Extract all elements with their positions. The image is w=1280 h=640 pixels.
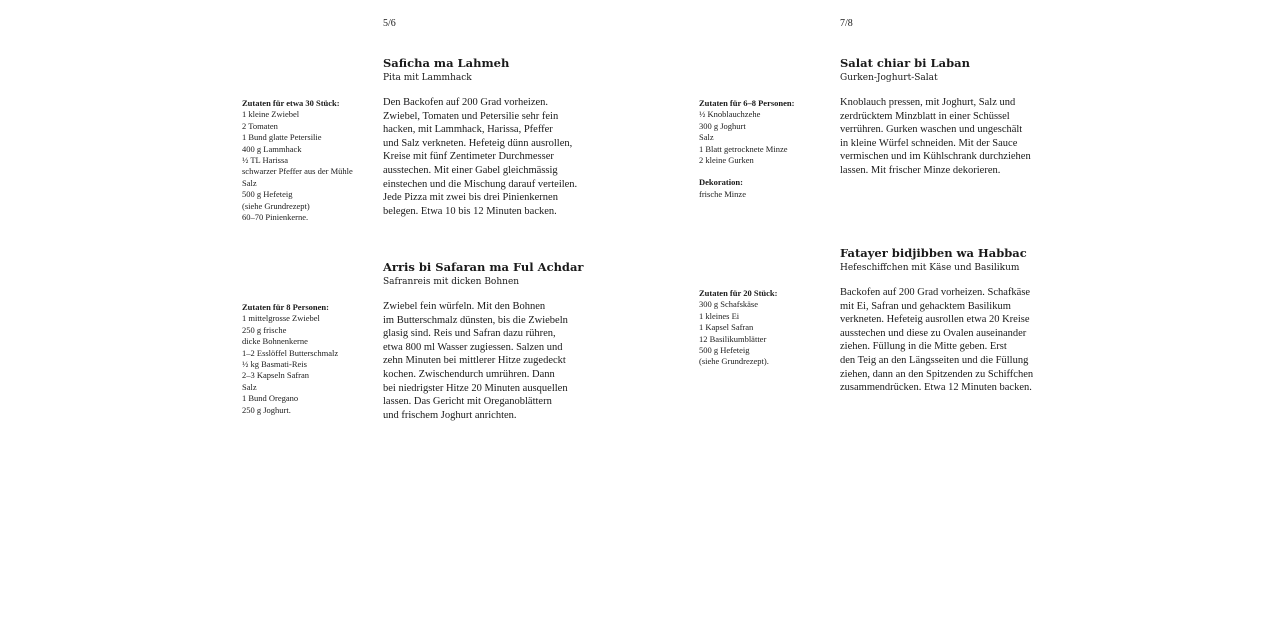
- recipe-header-arris: [383, 260, 643, 288]
- recipe-title: Fatayer bidjibben wa Habbac: [840, 246, 1027, 260]
- recipe-title: Salat chiar bi Laban: [840, 56, 970, 70]
- recipe-instructions-saficha: [383, 96, 643, 218]
- page-number-left: 5/6: [383, 18, 396, 29]
- recipe-body: Zwiebel fein würfeln. Mit den Bohnen im Butterschmalz dünsten, bis die Zwiebeln glasig sind. Reis und Safran dazu rühren, etwa 800 ml Wasser zugiessen. Salzen und zehn Minuten bei mittlerer Hitze zugedeckt kochen. Zwischendurch umrühren. Dann bei niedrigster Hitze 20 Minuten ausquellen lassen. Das Gericht mit Oreganoblättern und frischem Joghurt anrichten.: [383, 301, 568, 421]
- decoration-item: frische Minze: [699, 188, 746, 199]
- recipe-header-saficha: [383, 56, 643, 84]
- ingredients-heading: Zutaten für etwa 30 Stück:: [242, 98, 340, 108]
- recipe-instructions-salat: [840, 96, 1100, 178]
- ingredient-item: 1 kleine Zwiebel: [242, 109, 300, 120]
- recipe-instructions-arris: [383, 300, 643, 422]
- ingredient-item: 500 g Hefeteig: [699, 345, 750, 356]
- ingredients-heading: Zutaten für 20 Stück:: [699, 288, 778, 298]
- ingredient-item: 1 mittelgrosse Zwiebel: [242, 313, 320, 324]
- ingredient-item: 1 Bund glatte Petersilie: [242, 132, 322, 143]
- ingredient-item: (siehe Grundrezept): [242, 200, 310, 211]
- ingredient-item: 12 Basilikumblätter: [699, 333, 767, 344]
- ingredient-item: (siehe Grundrezept).: [699, 356, 769, 367]
- ingredients-arris: [242, 302, 377, 416]
- ingredient-item: Salz: [699, 132, 714, 143]
- recipe-subtitle: Pita mit Lammhack: [383, 73, 472, 83]
- ingredient-item: 300 g Joghurt: [699, 120, 746, 131]
- ingredients-heading: Zutaten für 6–8 Personen:: [699, 98, 795, 108]
- ingredient-item: 300 g Schafskäse: [699, 299, 759, 310]
- ingredient-item: 60–70 Pinienkerne.: [242, 212, 309, 223]
- ingredient-item: 1–2 Esslöffel Butterschmalz: [242, 347, 339, 358]
- ingredients-list: [242, 109, 377, 223]
- decoration-heading: Dekoration:: [699, 177, 743, 188]
- recipe-header-salat: [840, 56, 1100, 84]
- ingredient-item: 2–3 Kapseln Safran: [242, 370, 310, 381]
- ingredient-item: 250 g frische: [242, 324, 287, 335]
- ingredients-heading: Zutaten für 8 Personen:: [242, 302, 329, 312]
- recipe-body: Den Backofen auf 200 Grad vorheizen. Zwiebel, Tomaten und Petersilie sehr fein hacken, mit Lammhack, Harissa, Pfeffer und Salz verkneten. Hefeteig dünn ausrollen, Kreise mit fünf Zentimeter Durchmesser ausstechen. Mit einer Gabel gleichmässig einstechen und die Mischung darauf verteilen. Jede Pizza mit zwei bis drei Pinienkernen belegen. Etwa 10 bis 12 Minuten backen.: [383, 97, 578, 217]
- ingredient-item: 500 g Hefeteig: [242, 189, 293, 200]
- page-number-right: 7/8: [840, 18, 853, 29]
- ingredients-fatayer: [699, 288, 834, 368]
- ingredients-list: [699, 109, 834, 166]
- recipe-subtitle: Safranreis mit dicken Bohnen: [383, 277, 520, 287]
- recipe-title: Arris bi Safaran ma Ful Achdar: [383, 260, 584, 274]
- ingredient-item: schwarzer Pfeffer aus der Mühle: [242, 166, 353, 177]
- ingredient-item: dicke Bohnenkerne: [242, 336, 308, 347]
- ingredients-list: [699, 299, 834, 367]
- ingredient-item: 1 Kapsel Safran: [699, 322, 754, 333]
- ingredient-item: 2 kleine Gurken: [699, 155, 754, 166]
- ingredient-item: Salz: [242, 177, 257, 188]
- recipe-body: Knoblauch pressen, mit Joghurt, Salz und zerdrücktem Minzblatt in einer Schüssel verrühren. Gurken waschen und ungeschält in kleine Würfel schneiden. Mit der Sauce vermischen und im Kühlschrank durchziehen lassen. Mit frischer Minze dekorieren.: [840, 97, 1031, 176]
- ingredients-salat: [699, 98, 834, 200]
- ingredient-item: Salz: [242, 381, 257, 392]
- ingredients-saficha: [242, 98, 377, 223]
- ingredient-item: ½ Knoblauchzehe: [699, 109, 761, 120]
- ingredient-item: 400 g Lammhack: [242, 143, 302, 154]
- ingredient-item: ½ kg Basmati-Reis: [242, 359, 307, 370]
- recipe-body: Backofen auf 200 Grad vorheizen. Schafkäse mit Ei, Safran und gehacktem Basilikum verkneten. Hefeteig ausrollen etwa 20 Kreise ausstechen und diese zu Ovalen auseinander ziehen. Füllung in die Mitte geben. Erst den Teig an den Längsseiten und die Füllung ziehen, dann an den Spitzenden zu Schiffchen zusammendrücken. Etwa 12 Minuten backen.: [840, 287, 1034, 394]
- ingredients-list: [242, 313, 377, 416]
- recipe-subtitle: Hefeschiffchen mit Käse und Basilikum: [840, 263, 1020, 273]
- ingredient-item: 2 Tomaten: [242, 120, 278, 131]
- ingredient-item: ½ TL Harissa: [242, 155, 289, 166]
- recipe-instructions-fatayer: [840, 286, 1100, 395]
- recipe-title: Saficha ma Lahmeh: [383, 56, 510, 70]
- ingredient-item: 1 Bund Oregano: [242, 393, 299, 404]
- ingredient-item: 250 g Joghurt.: [242, 404, 291, 415]
- recipe-subtitle: Gurken-Joghurt-Salat: [840, 73, 938, 83]
- ingredient-item: 1 kleines Ei: [699, 310, 740, 321]
- ingredient-item: 1 Blatt getrocknete Minze: [699, 143, 788, 154]
- recipe-header-fatayer: [840, 246, 1100, 274]
